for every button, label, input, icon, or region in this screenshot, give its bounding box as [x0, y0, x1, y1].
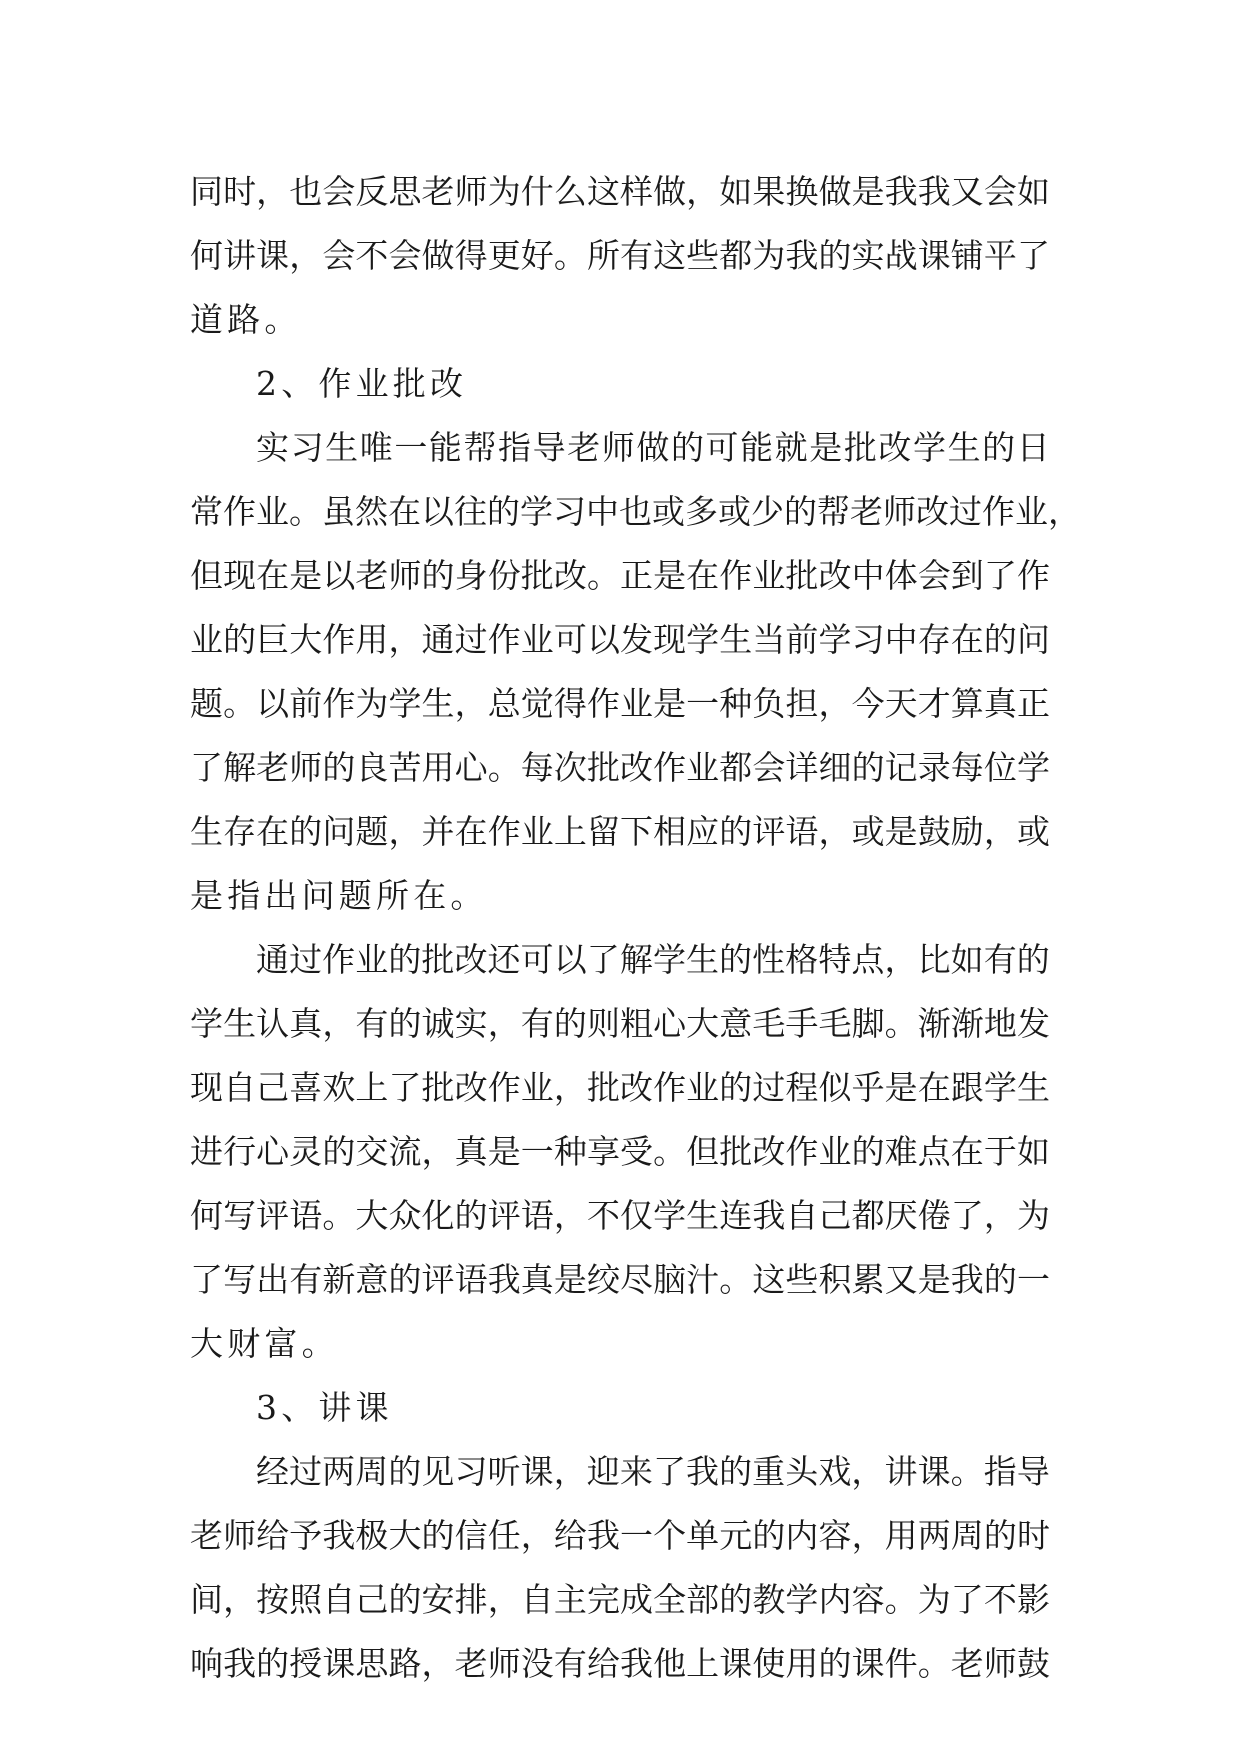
text-line: 经 过 两 周 的 见 习 听 课 ， 迎 来 了 我 的 重 头 戏 ， 讲 课 。 指 导 [256, 1452, 1050, 1491]
text-line: 是指出问题所在。 [190, 876, 488, 915]
text-line: 响 我 的 授 课 思 路 ， 老 师 没 有 给 我 他 上 课 使 用 的 课 件 。 老 师 鼓 [190, 1644, 1050, 1683]
text-line: 了 写 出 有 新 意 的 评 语 我 真 是 绞 尽 脑 汁 。 这 些 积 累 又 是 我 的 一 [190, 1260, 1050, 1299]
text-line: 实 习 生 唯 一 能 帮 指 导 老 师 做 的 可 能 就 是 批 改 学 生 的 日 [256, 428, 1050, 467]
text-line: 何 讲 课 ， 会 不 会 做 得 更 好 。 所 有 这 些 都 为 我 的 实 战 课 铺 平 了 [190, 236, 1050, 275]
text-line: 同 时 ， 也 会 反 思 老 师 为 什 么 这 样 做 ， 如 果 换 做 是 我 我 又 会 如 [190, 172, 1050, 211]
text-line: 道路。 [190, 300, 302, 339]
paragraph-p1 [190, 160, 1050, 352]
text-line: 老 师 给 予 我 极 大 的 信 任 ， 给 我 一 个 单 元 的 内 容 ， 用 两 周 的 时 [190, 1516, 1050, 1555]
text-line: 大财富。 [190, 1324, 339, 1363]
paragraph-p2 [190, 416, 1081, 928]
section-heading-2 [190, 352, 1050, 416]
text-line: 通 过 作 业 的 批 改 还 可 以 了 解 学 生 的 性 格 特 点 ， 比 如 有 的 [256, 940, 1050, 979]
text-line: 但 现 在 是 以 老 师 的 身 份 批 改 。 正 是 在 作 业 批 改 中 体 会 到 了 作 [190, 556, 1050, 595]
heading-line: 3、讲课 [256, 1388, 393, 1427]
text-line: 间 ， 按 照 自 己 的 安 排 ， 自 主 完 成 全 部 的 教 学 内 容 。 为 了 不 影 [190, 1580, 1050, 1619]
paragraph-p3 [190, 928, 1050, 1376]
text-line: 题 。 以 前 作 为 学 生 ， 总 觉 得 作 业 是 一 种 负 担 ， 今 天 才 算 真 正 [190, 684, 1050, 723]
text-line: 生 存 在 的 问 题 ， 并 在 作 业 上 留 下 相 应 的 评 语 ， 或 是 鼓 励 ， 或 [190, 812, 1050, 851]
text-line: 业 的 巨 大 作 用 ， 通 过 作 业 可 以 发 现 学 生 当 前 学 习 中 存 在 的 问 [190, 620, 1050, 659]
text-line: 了 解 老 师 的 良 苦 用 心 。 每 次 批 改 作 业 都 会 详 细 的 记 录 每 位 学 [190, 748, 1050, 787]
text-line: 进 行 心 灵 的 交 流 ， 真 是 一 种 享 受 。 但 批 改 作 业 的 难 点 在 于 如 [190, 1132, 1050, 1171]
heading-line: 2、作业批改 [256, 364, 468, 403]
text-line: 常 作 业 。 虽 然 在 以 往 的 学 习 中 也 或 多 或 少 的 帮 老 师 改 过 作 业 ， [190, 492, 1081, 531]
section-heading-3 [190, 1376, 1050, 1440]
text-line: 何 写 评 语 。 大 众 化 的 评 语 ， 不 仅 学 生 连 我 自 己 都 厌 倦 了 ， 为 [190, 1196, 1050, 1235]
text-line: 现 自 己 喜 欢 上 了 批 改 作 业 ， 批 改 作 业 的 过 程 似 乎 是 在 跟 学 生 [190, 1068, 1050, 1107]
document-page [190, 160, 1081, 1696]
paragraph-p4 [190, 1440, 1050, 1696]
text-line: 学 生 认 真 ， 有 的 诚 实 ， 有 的 则 粗 心 大 意 毛 手 毛 脚 。 渐 渐 地 发 [190, 1004, 1050, 1043]
